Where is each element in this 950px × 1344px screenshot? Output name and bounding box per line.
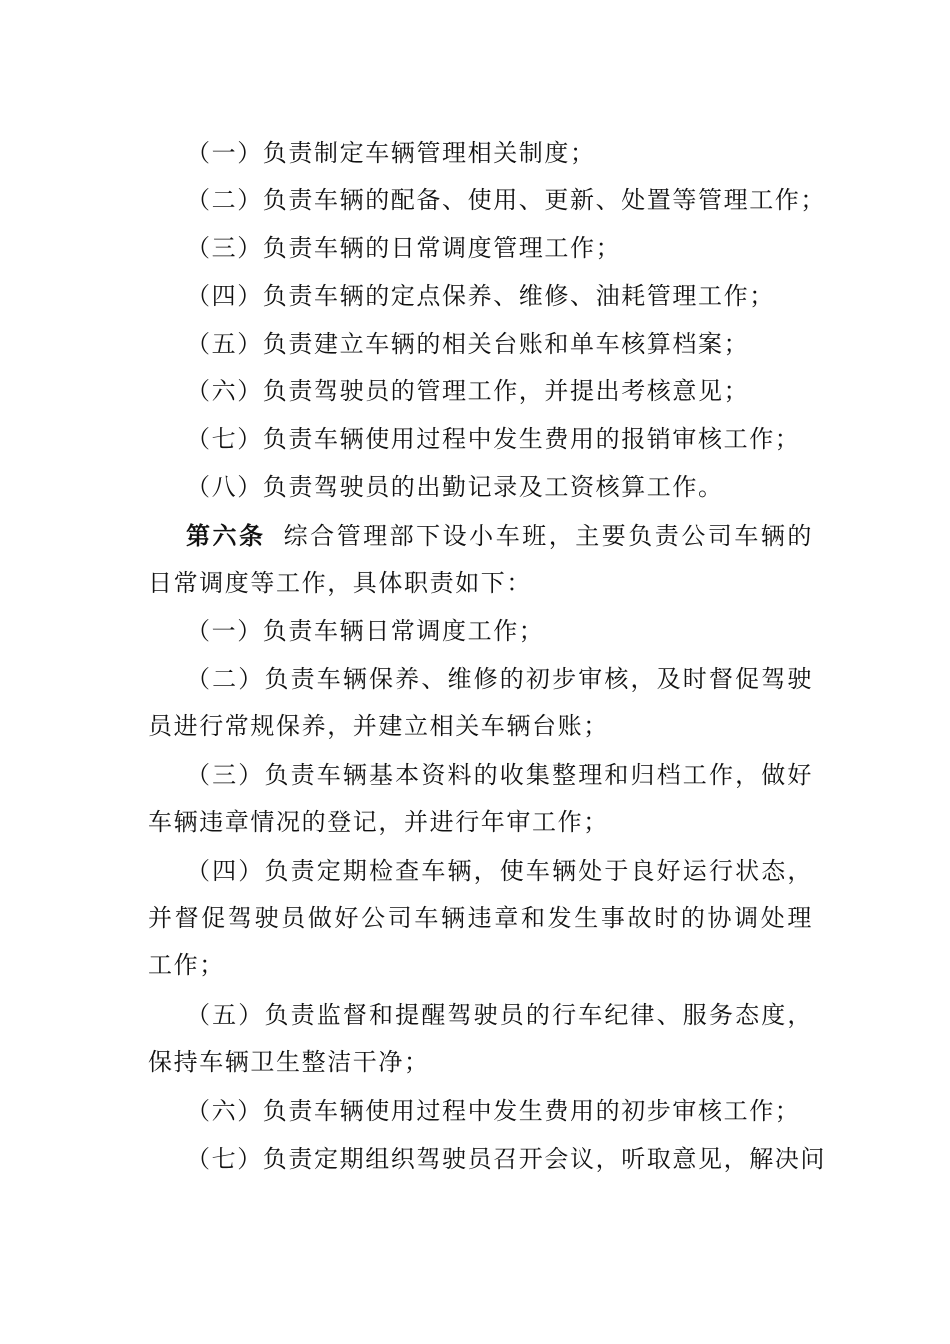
article-6-item-6: （六）负责车辆使用过程中发生费用的初步审核工作； xyxy=(186,1097,801,1125)
article-6-heading: 第六条 xyxy=(186,521,266,550)
article-6-item-4: （四）负责定期检查车辆，使车辆处于良好运行状态，并督促驾驶员做好公司车辆违章和发生事故时的协调处理工作； xyxy=(148,857,813,979)
article-6-item-3: （三）负责车辆基本资料的收集整理和归档工作，做好车辆违章情况的登记，并进行年审工作； xyxy=(148,761,813,836)
paragraph-item-7: （七）负责车辆使用过程中发生费用的报销审核工作； xyxy=(186,425,801,453)
paragraph-item-8: （八）负责驾驶员的出勤记录及工资核算工作。 xyxy=(186,473,724,501)
article-6-item-2: （二）负责车辆保养、维修的初步审核，及时督促驾驶员进行常规保养，并建立相关车辆台账； xyxy=(148,665,813,740)
article-6-item-1: （一）负责车辆日常调度工作； xyxy=(186,617,545,645)
article-6-paragraph xyxy=(148,512,813,607)
paragraph-item-5: （五）负责建立车辆的相关台账和单车核算档案； xyxy=(186,330,750,358)
paragraph-item-4: （四）负责车辆的定点保养、维修、油耗管理工作； xyxy=(186,282,775,310)
article-6-item-7: （七）负责定期组织驾驶员召开会议，听取意见，解决问 xyxy=(186,1145,826,1173)
paragraph-item-3: （三）负责车辆的日常调度管理工作； xyxy=(186,234,622,262)
paragraph-item-1: （一）负责制定车辆管理相关制度； xyxy=(186,139,596,167)
article-6-item-5: （五）负责监督和提醒驾驶员的行车纪律、服务态度，保持车辆卫生整洁干净； xyxy=(148,1001,813,1076)
article-6-text: 综合管理部下设小车班，主要负责公司车辆的日常调度等工作，具体职责如下： xyxy=(148,522,813,597)
paragraph-item-2: （二）负责车辆的配备、使用、更新、处置等管理工作； xyxy=(186,186,826,214)
paragraph-item-6: （六）负责驾驶员的管理工作，并提出考核意见； xyxy=(186,377,750,405)
